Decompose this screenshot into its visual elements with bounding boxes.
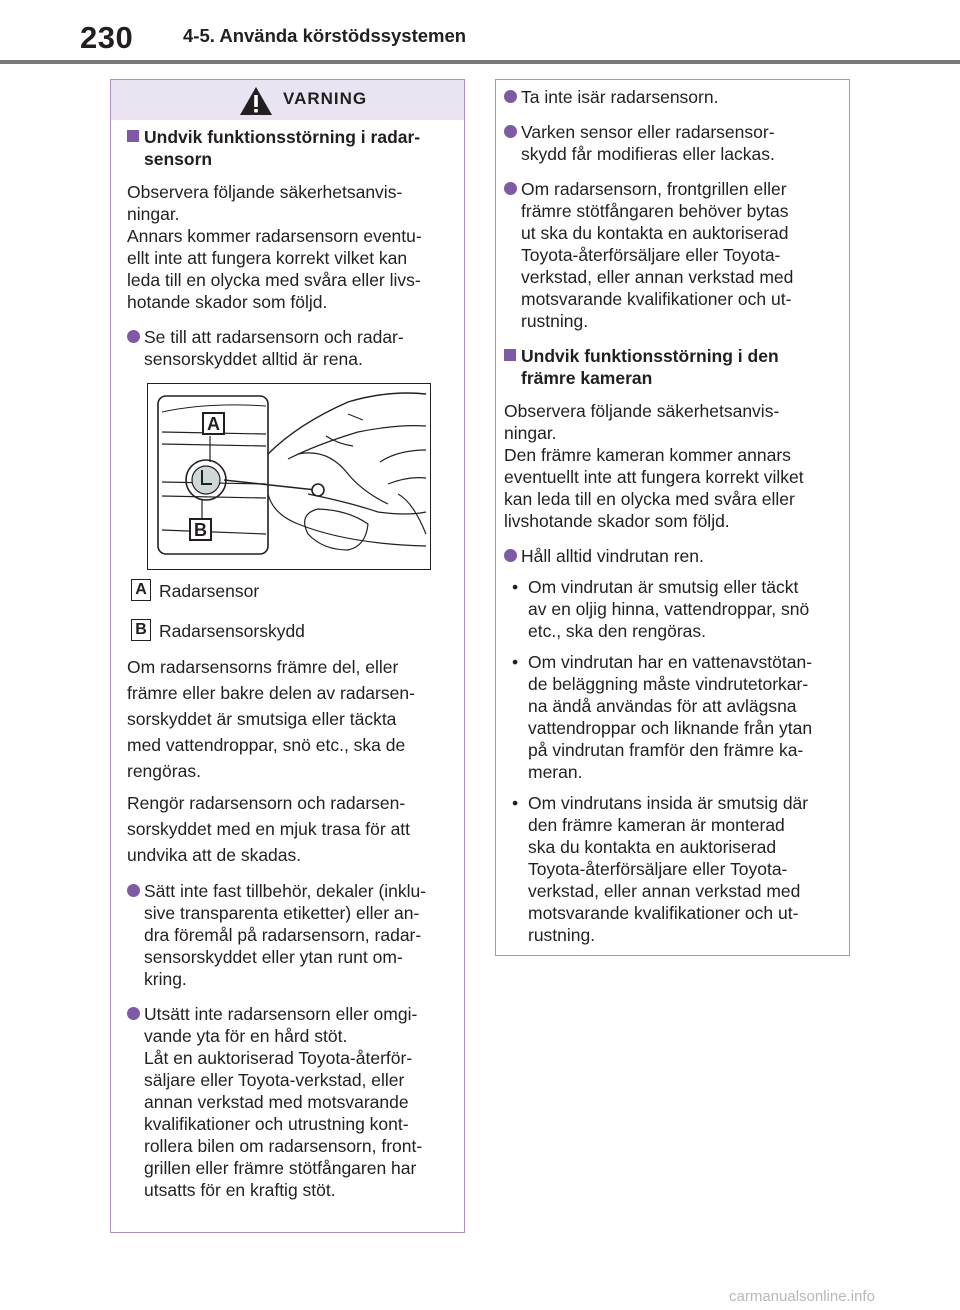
header-rule <box>0 60 960 64</box>
circle-bullet-icon <box>127 884 140 897</box>
section-title: 4-5. Använda körstödssystemen <box>183 25 467 46</box>
dot-bullet-icon: • <box>512 652 519 672</box>
windshield-item-3-text: Om vindrutans insida är smutsig där den främre kameran är monterad ska du kontakta en auktoriserad Toyota-återförsäljare eller Toyota- verkstad, eller annan verkstad med motsvarande kvalifikationer och ut- rustning. <box>528 793 809 945</box>
camera-heading-text: Undvik funktionsstörning i den främre kameran <box>521 346 779 388</box>
bullet-no-disassemble <box>504 86 835 108</box>
circle-bullet-icon <box>127 330 140 343</box>
legend-row-b <box>127 620 446 642</box>
circle-bullet-icon <box>504 90 517 103</box>
bullet-replace-parts-text: Om radarsensorn, frontgrillen eller främre stötfångaren behöver bytas ut ska du kontakta en auktoriserad Toyota-återförsäljare eller Toyota- verkstad, eller annan verkstad med motsvarande kvalifikationer och ut- rustning. <box>521 179 794 331</box>
legend-key-b: B <box>131 619 151 641</box>
windshield-item-3 <box>504 792 835 946</box>
bullet-no-impact <box>127 1003 446 1201</box>
warning-triangle-icon <box>239 86 273 116</box>
camera-intro: Observera följande säkerhetsanvis- ningar. Den främre kameran kommer annars eventuellt inte att fungera korrekt vilket kan leda till en olycka med svåra eller livshotande skador som följd. <box>504 401 804 531</box>
warning-header <box>111 80 464 120</box>
circle-bullet-icon <box>504 549 517 562</box>
bullet-clean-windshield <box>504 545 835 567</box>
legend-row-a <box>127 580 446 602</box>
warning-box-right <box>495 79 850 956</box>
warning-left-content <box>111 126 464 1214</box>
legend-text-b: Radarsensorskydd <box>159 621 305 641</box>
bullet-no-modify-text: Varken sensor eller radarsensor- skydd får modifieras eller lackas. <box>521 122 775 164</box>
circle-bullet-icon <box>504 182 517 195</box>
bullet-clean-windshield-text: Håll alltid vindrutan ren. <box>521 546 704 566</box>
radar-sensor-figure <box>147 383 431 570</box>
radar-intro: Observera följande säkerhetsanvis- ningar. Annars kommer radarsensorn eventu- ellt inte att fungera korrekt vilket kan leda till en olycka med svåra eller livs- hotande skador som följd. <box>127 182 422 312</box>
bullet-keep-clean <box>127 326 446 370</box>
windshield-item-2 <box>504 651 835 783</box>
radar-heading-text: Undvik funktionsstörning i radar- sensorn <box>144 127 421 169</box>
clean-sensor-paragraph: Rengör radarsensorn och radarsen- sorskyddet med en mjuk trasa för att undvika att de skadas. <box>127 793 411 865</box>
windshield-item-1 <box>504 576 835 642</box>
radar-section-heading <box>127 126 446 170</box>
circle-bullet-icon <box>504 125 517 138</box>
camera-section-heading <box>504 345 835 389</box>
windshield-item-1-text: Om vindrutan är smutsig eller täckt av en oljig hinna, vattendroppar, snö etc., ska den rengöras. <box>528 577 810 641</box>
page-header <box>0 0 960 64</box>
car-front-illustration <box>148 384 430 569</box>
legend-text-a: Radarsensor <box>159 581 260 601</box>
dot-bullet-icon: • <box>512 793 519 813</box>
windshield-item-2-text: Om vindrutan har en vattenavstötan- de beläggning måste vindrutetorkar- na ändå användas för att avlägsna vattendroppar och liknande från ytan på vindrutan framför den främre ka- meran. <box>528 652 813 782</box>
bullet-no-modify <box>504 121 835 165</box>
square-bullet-icon <box>504 349 516 361</box>
bullet-keep-clean-text: Se till att radarsensorn och radar- sensorskyddet alltid är rena. <box>144 327 404 369</box>
bullet-no-impact-text: Utsätt inte radarsensorn eller omgi- vande yta för en hård stöt. Låt en auktoriserad Toyota-återför- säljare eller Toyota-verkstad, eller annan verkstad med motsvarande kvalifikationer och utrustning kont- rollera bilen om radarsensorn, front- grillen eller främre stötfångaren har utsatts för en kraftig stöt. <box>144 1004 423 1200</box>
dirty-sensor-paragraph: Om radarsensorns främre del, eller främre eller bakre delen av radarsen- sorskyddet är smutsiga eller täckta med vattendroppar, snö etc., ska de rengöras. <box>127 657 415 781</box>
bullet-no-accessories <box>127 880 446 990</box>
page-number: 230 <box>80 20 134 55</box>
warning-right-content <box>496 86 849 955</box>
circle-bullet-icon <box>127 1007 140 1020</box>
bullet-no-accessories-text: Sätt inte fast tillbehör, dekaler (inklu- sive transparenta etiketter) eller an- dra föremål på radarsensorn, radar- sensorskyddet eller ytan runt om- kring. <box>144 881 427 989</box>
bullet-no-disassemble-text: Ta inte isär radarsensorn. <box>521 87 719 107</box>
legend-key-a: A <box>131 579 151 601</box>
square-bullet-icon <box>127 130 139 142</box>
watermark: carmanualsonline.info <box>729 1288 875 1305</box>
bullet-replace-parts <box>504 178 835 332</box>
warning-label: VARNING <box>283 89 368 108</box>
warning-box-left <box>110 79 465 1233</box>
dot-bullet-icon: • <box>512 577 519 597</box>
figure-label-a: A <box>202 412 225 435</box>
figure-label-b: B <box>189 518 212 541</box>
